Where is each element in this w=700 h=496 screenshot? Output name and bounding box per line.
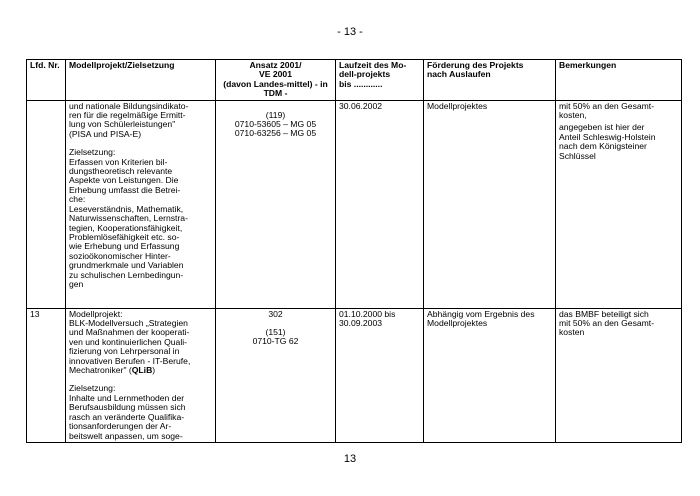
remark-note: angegeben ist hier der Anteil Schleswig-Holstein nach dem Königsteiner Schlüssel (559, 122, 656, 161)
ansatz-value: 302 (268, 308, 283, 319)
description-close: ) (152, 365, 156, 376)
cell-description (66, 100, 216, 308)
cell-nr (27, 100, 66, 308)
header-modellprojekt: Modellprojekt/Zielsetzung (66, 60, 216, 101)
goal-text: Zielsetzung: Erfassen von Kriterien bil- dungstheoretisch relevante Aspekte von Leistungen. Die Erhebung umfasst die Betrei- che: Leseverständnis, Mathematik, Naturwissenschaften, Lernstra- tegien, Kooperationsfähigkeit, Problemlösefähigkeit etc. so- wie Erhebung und Erfassung sozioökonomischer Hinter- grundmerkmale und Variablen zu schulischen Lernbedingun- gen (69, 147, 188, 289)
cell-laufzeit: 01.10.2000 bis 30.09.2003 (336, 308, 424, 442)
cell-laufzeit: 30.06.2002 (336, 100, 424, 308)
header-laufzeit: Laufzeit des Mo- dell-projekts bis ............ (336, 60, 424, 101)
header-bemerkungen: Bemerkungen (556, 60, 682, 101)
project-acronym: QLiB (131, 365, 153, 376)
table-row (27, 100, 682, 308)
header-foerderung: Förderung des Projekts nach Auslaufen (424, 60, 556, 101)
header-ansatz: Ansatz 2001/ VE 2001 (davon Landes-mittel) - in TDM - (216, 60, 336, 101)
page-number-bottom: 13 (343, 453, 357, 465)
cell-bemerkungen (556, 100, 682, 308)
cell-foerderung: Modellprojektes (424, 100, 556, 308)
cell-bemerkungen: das BMBF beteiligt sich mit 50% an den Gesamt- kosten (556, 308, 682, 442)
goal-text: Zielsetzung: Inhalte und Lernmethoden der Berufsausbildung müssen sich rasch an veränderte Qualifika- tionsanforderungen der Ar- beitswelt anpassen, um soge- (69, 383, 186, 441)
table-header-row (27, 60, 682, 101)
cell-foerderung: Abhängig vom Ergebnis des Modellprojektes (424, 308, 556, 442)
remark-text: mit 50% an den Gesamt- kosten, (559, 100, 655, 121)
cell-nr: 13 (27, 308, 66, 442)
description-text: Modellprojekt: BLK-Modellversuch „Strategien und Maßnahmen der kooperati- ven und kontinuierlichen Quali- fizierung von Lehrpersonal in innovativen Berufen - IT-Berufe, Mechatroniker" ( (69, 308, 191, 376)
cell-ansatz: (119) 0710-53605 – MG 05 0710-63256 – MG 05 (216, 100, 336, 308)
cell-ansatz (216, 308, 336, 442)
header-lfd-nr: Lfd. Nr. (27, 60, 66, 101)
ansatz-detail: (151) 0710-TG 62 (252, 327, 299, 347)
cell-description (66, 308, 216, 442)
table-row (27, 308, 682, 442)
description-text: und nationale Bildungsindikato- ren für die regelmäßige Ermitt- lung von Schülerleistungen" (PISA und PISA-E) (69, 100, 189, 139)
project-table (26, 59, 682, 443)
page-number-top: - 13 - (337, 26, 363, 38)
